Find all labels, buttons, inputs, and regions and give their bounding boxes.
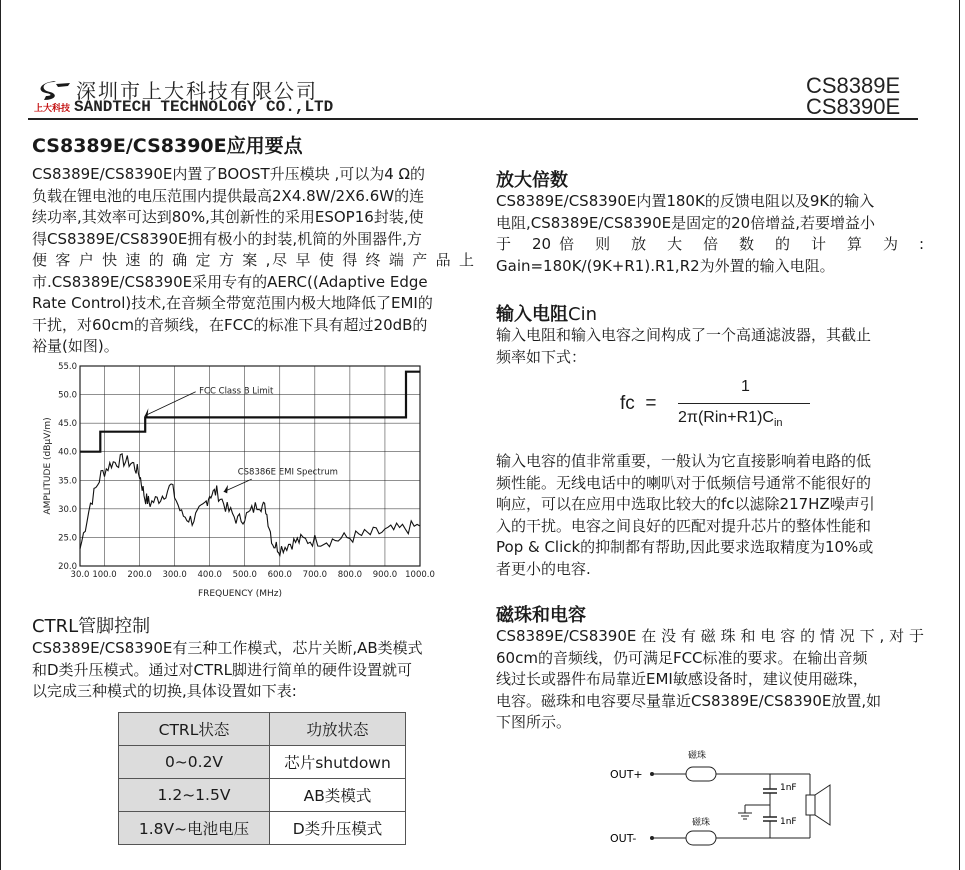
annotation-arrow (224, 479, 252, 492)
x-tick-label: 800.0 (337, 570, 363, 580)
text-line: 线过长或器件布局靠近EMI敏感设备时，建议使用磁珠， (496, 670, 868, 688)
table-cell: D类升压模式 (270, 812, 406, 845)
bead2-label: 磁珠 (692, 818, 711, 828)
bead-section-title: 磁珠和电容 (496, 605, 586, 626)
text-line: Rate Control)技术,在音频全带宽范围内极大地降低了EMI的 (32, 294, 433, 312)
table-header-cell: 功放状态 (270, 713, 406, 746)
x-tick-label: 500.0 (232, 570, 257, 580)
table-header-cell: CTRL状态 (119, 713, 270, 746)
y-axis-label: AMPLITUDE (dBμV/m) (43, 417, 53, 515)
fraction-bar (678, 403, 810, 404)
page-border-right (959, 0, 960, 870)
cap2-label: 1nF (780, 817, 797, 827)
text-line: 干扰，对60cm的音频线，在FCC的标准下具有超过20dB的 (32, 315, 428, 334)
capacitor-paragraph (496, 451, 924, 580)
text-line: 和D类升压模式。通过对CTRL脚进行简单的硬件设置就可 (32, 660, 412, 679)
company-name-cn: 深圳市上大科技有限公司 (76, 79, 318, 103)
table-cell: 0~0.2V (119, 746, 270, 779)
logo-text: 上大科技 (34, 104, 71, 114)
text-line: Gain=180K/(9K+R1).R1,R2为外置的输入电阻。 (496, 256, 835, 275)
text-line: 响应，可以在应用中选取比较大的fc以滤除217HZ噪声引 (496, 495, 875, 513)
text-line: 便 客 户 快 速 的 确 定 方 案 ,尽 早 使 得 终 端 产 品 上 (32, 251, 474, 269)
x-tick-label: 700.0 (302, 570, 328, 580)
formula-lhs: fc = (620, 393, 657, 414)
y-tick-label: 35.0 (58, 476, 77, 487)
ground-icon (738, 813, 752, 819)
text-line: Pop & Click的抑制都有帮助,因此要求选取精度为10%或 (496, 538, 874, 556)
table-cell: 1.8V~电池电压 (119, 812, 270, 845)
out-plus-label: OUT+ (610, 768, 643, 781)
ctrl-paragraph (32, 638, 474, 703)
x-tick-label: 300.0 (162, 570, 187, 580)
formula-numerator: 1 (741, 378, 750, 395)
x-tick-label: 1000.0 (405, 570, 435, 580)
table-cell: 芯片shutdown (270, 746, 406, 779)
y-tick-labels (58, 362, 77, 572)
x-tick-label: 400.0 (197, 570, 222, 580)
text-line: 输入电阻和输入电容之间构成了一个高通滤波器，其截止 (496, 326, 872, 344)
model-number-2: CS8390E (806, 94, 901, 119)
ctrl-mode-table (118, 712, 406, 845)
x-tick-label: 200.0 (127, 570, 152, 580)
fcc-limit-line (80, 372, 420, 452)
text-line: CS8389E/CS8390E有三种工作模式，芯片关断,AB类模式 (32, 639, 423, 657)
y-tick-label: 40.0 (58, 447, 77, 458)
annotation-arrowhead (224, 485, 228, 494)
company-logo (34, 80, 72, 114)
text-line: 者更小的电容. (496, 559, 591, 578)
company-name-en: SANDTECH TECHNOLOGY CO.,LTD (74, 98, 334, 116)
x-tick-label: 900.0 (372, 570, 398, 580)
text-line: 市.CS8389E/CS8390E采用专有的AERC((Adaptive Edge (32, 272, 428, 291)
text-line: 以完成三种模式的切换,具体设置如下表: (32, 682, 297, 700)
intro-paragraph (32, 164, 474, 358)
text-line: 电容。磁珠和电容要尽量靠近CS8389E/CS8390E放置,如 (496, 691, 882, 710)
cap1-label: 1nF (780, 783, 797, 793)
table-cell: 1.2~1.5V (119, 779, 270, 812)
text-line: CS8389E/CS8390E内置180K的反馈电阻以及9K的输入 (496, 192, 875, 210)
x-axis-label: FREQUENCY (MHz) (198, 589, 282, 599)
gain-section-title: 放大倍数 (496, 170, 568, 191)
x-tick-label: 30.0 (70, 570, 90, 580)
page-border-left (0, 0, 1, 870)
text-line: CS8389E/CS8390E在没有磁珠和电容的情况下,对于 (496, 627, 924, 645)
text-line: 频率如下式： (496, 347, 587, 366)
x-tick-labels (71, 570, 435, 580)
annotation-arrow (145, 392, 196, 416)
model-number-1: CS8389E (806, 73, 901, 98)
page-title: CS8389E/CS8390E应用要点 (32, 135, 303, 157)
table-row (119, 812, 406, 845)
table-header-row (119, 713, 406, 746)
bead1-label: 磁珠 (688, 751, 707, 761)
annotation-fcc-limit: FCC Class B Limit (199, 386, 274, 397)
formula-denominator: $2\pi(Rin+R1)C_{in}$ (678, 409, 783, 430)
text-line: 电阻,CS8389E/CS8390E是固定的20倍增益,若要增益小 (496, 213, 875, 232)
out-minus-label: OUT- (610, 832, 637, 845)
ferrite-bead-1 (686, 767, 716, 781)
x-tick-label: 100.0 (92, 570, 117, 580)
chart-annotations (145, 386, 338, 493)
y-tick-label: 45.0 (58, 419, 77, 430)
text-line: 输入电容的值非常重要，一般认为它直接影响着电路的低 (496, 452, 872, 470)
text-line: 裕量(如图)。 (32, 337, 119, 355)
y-tick-label: 30.0 (58, 504, 77, 515)
text-line: 续功率,其效率可达到80%,其创新性的采用ESOP16封装,使 (32, 208, 424, 226)
text-line: 下图所示。 (496, 713, 572, 731)
cin-paragraph (496, 325, 924, 368)
text-line: CS8389E/CS8390E内置了BOOST升压模块 ,可以为4 Ω的 (32, 165, 425, 183)
text-line: 入的干扰。电容之间良好的匹配对提升芯片的整体性能和 (496, 516, 872, 535)
y-tick-label: 20.0 (58, 562, 77, 572)
table-cell: AB类模式 (270, 779, 406, 812)
text-line: 于 20倍 则 放 大 倍 数 的 计 算 为 : (496, 235, 924, 253)
text-line: 60cm的音频线，仍可满足FCC标准的要求。在输出音频 (496, 648, 868, 667)
header-rule (28, 118, 918, 120)
cin-section-title: 输入电阻Cin (496, 304, 597, 325)
x-tick-label: 600.0 (267, 570, 292, 580)
y-tick-label: 25.0 (58, 533, 77, 544)
bead-capacitor-circuit (600, 745, 850, 860)
text-line: 负载在锂电池的电压范围内提供最高2X4.8W/2X6.6W的连 (32, 186, 425, 205)
ctrl-section-title: CTRL管脚控制 (32, 616, 151, 637)
table-row (119, 779, 406, 812)
text-line: 频性能。无线电话中的喇叭对于低频信号通常不能很好的 (496, 473, 872, 492)
gain-paragraph (496, 191, 924, 277)
table-row (119, 746, 406, 779)
y-tick-label: 50.0 (58, 390, 77, 401)
ferrite-bead-2 (686, 831, 716, 845)
y-tick-label: 55.0 (58, 362, 77, 372)
emi-chart (30, 358, 440, 600)
bead-paragraph (496, 626, 924, 734)
annotation-emi-spectrum: CS8386E EMI Spectrum (237, 467, 338, 478)
text-line: 得CS8389E/CS8390E拥有极小的封装,机简的外围器件,方 (32, 229, 422, 248)
